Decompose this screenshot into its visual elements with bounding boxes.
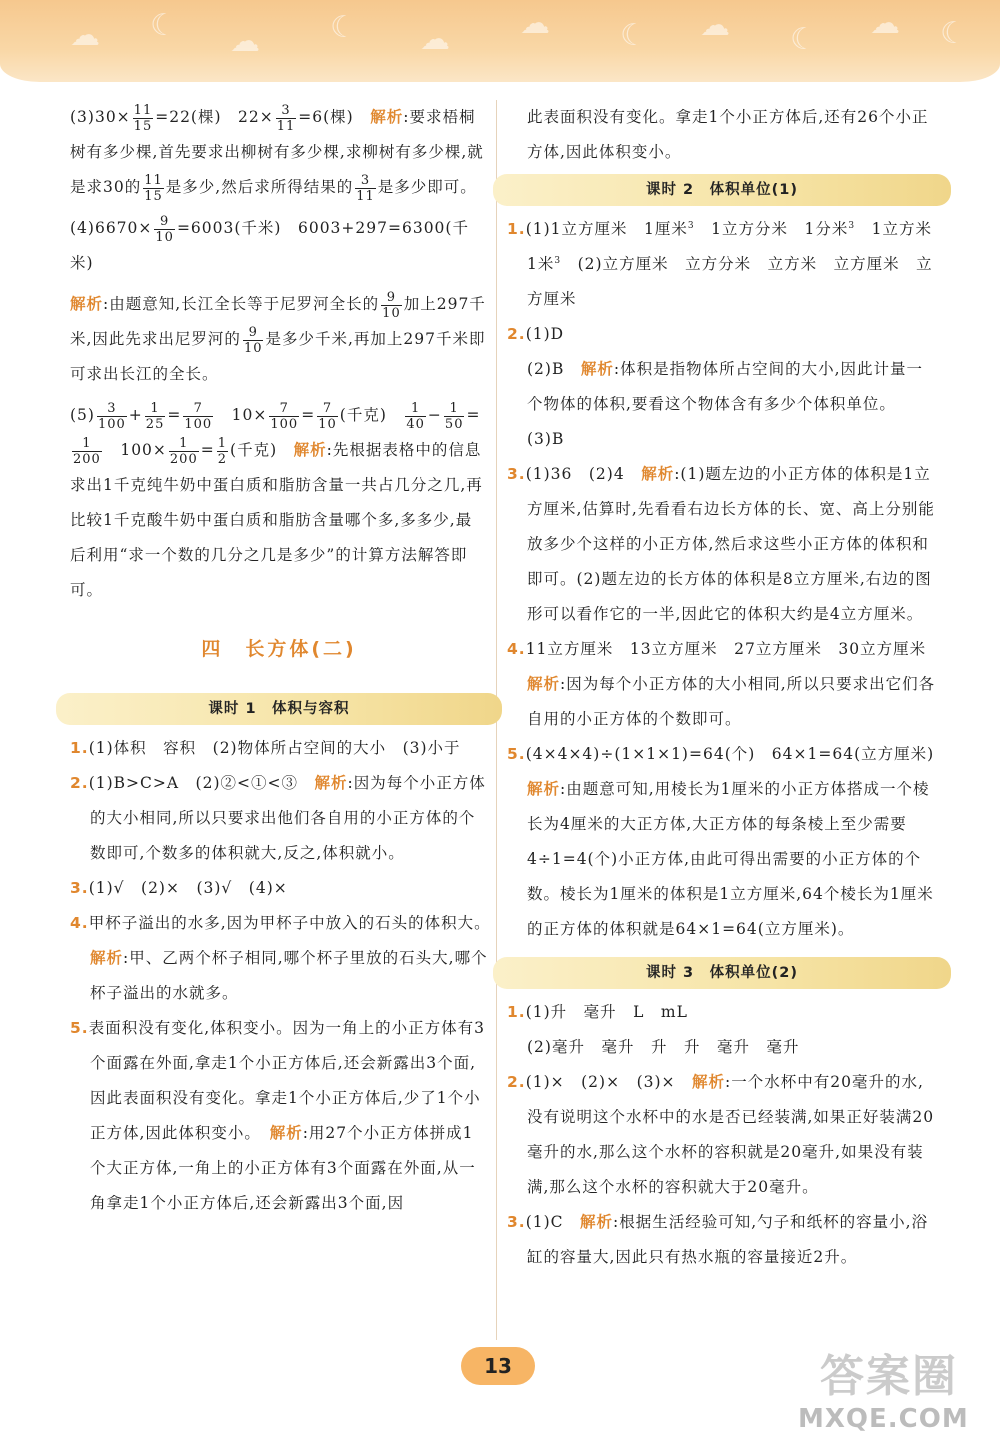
item-number: 2. <box>507 325 526 343</box>
text: =6003(千米) 6003+297=6300(千米) <box>70 219 469 272</box>
item-number: 2. <box>507 1073 526 1091</box>
item-number: 2. <box>70 774 89 792</box>
l3-item-1 <box>507 995 937 1030</box>
answer-text: (1)升 毫升 L mL <box>525 1003 688 1021</box>
answer-text: (1)D <box>525 325 565 343</box>
text: − <box>427 406 442 424</box>
item-number: 1. <box>507 220 526 238</box>
answer-q3 <box>70 100 488 205</box>
analysis-text: :由题意可知,用棱长为1厘米的小正方体搭成一个棱长为4厘米的大正方体,大正方体的每条棱上至少需要4÷1=4(个)小正方体,由此可得出需要的小正方体的个数。棱长为1厘米的体积是1立方厘米,64个棱长为1厘米的正方体的体积就是64×1=64(立方厘米)。 <box>527 780 934 938</box>
left-column <box>70 100 500 1221</box>
text: =22(棵) 22× <box>155 108 274 126</box>
fraction: $\frac{9}{10}$ <box>382 289 401 321</box>
fraction: $\frac{9}{10}$ <box>155 213 174 245</box>
fraction: $\frac{1}{2}$ <box>217 435 228 467</box>
analysis-text: :先根据表格中的信息求出1千克纯牛奶中蛋白质和脂肪含量一共占几分之几,再比较1千克酸牛奶中蛋白质和脂肪含量哪个多,多多少,最后利用“求一个数的几分之几是多少”的计算方法解答即可。 <box>70 441 483 599</box>
cloud-icon: ☁ <box>70 18 100 53</box>
lesson-heading-1: 课时 1 体积与容积 <box>56 693 502 725</box>
fraction: $\frac{7}{100}$ <box>184 400 213 432</box>
fraction: $\frac{3}{11}$ <box>356 172 375 204</box>
unit-title: 四 长方体(二) <box>201 638 357 660</box>
item-number: 3. <box>70 879 89 897</box>
cloud-icon: ☁ <box>230 24 260 59</box>
moon-icon: ☾ <box>330 10 357 45</box>
l1-item-3 <box>70 871 488 906</box>
l3-item-1b: (2)毫升 毫升 升 升 毫升 毫升 <box>527 1038 800 1056</box>
analysis-text: :甲、乙两个杯子相同,哪个杯子里放的石头大,哪个杯子溢出的水就多。 <box>90 949 488 1002</box>
fraction: $\frac{7}{10}$ <box>318 400 337 432</box>
superscript: 3 <box>687 220 695 231</box>
analysis-label: 解析 <box>580 360 614 378</box>
item-number: 1. <box>70 739 89 757</box>
analysis-text: :根据生活经验可知,勺子和纸杯的容量小,浴缸的容量大,因此只有热水瓶的容量接近2升。 <box>527 1213 929 1266</box>
fraction: $\frac{7}{100}$ <box>270 400 299 432</box>
answer-text: (1)1立方厘米 1厘米 <box>525 220 688 238</box>
text: (5) <box>70 406 95 424</box>
answer-text: (1)B>C>A (2)②<①<③ <box>88 774 315 792</box>
fraction: $\frac{1}{25}$ <box>145 400 165 432</box>
analysis-text: :用27个小正方体拼成1个大正方体,一角上的小正方体有3个面露在外面,从一角拿走1个小正方体后,还会新露出3个面,因 <box>90 1124 476 1212</box>
moon-icon: ☾ <box>150 8 177 43</box>
answer-text: (1)C <box>525 1213 581 1231</box>
right-column <box>507 100 951 1275</box>
moon-icon: ☾ <box>620 18 647 53</box>
cloud-icon: ☁ <box>420 22 450 57</box>
answer-text: 1立方米 1米 <box>527 220 949 273</box>
answer-q4-analysis <box>70 287 488 392</box>
item-number: 3. <box>507 1213 526 1231</box>
continued-text: 此表面积没有变化。拿走1个小正方体后,还有26个小正方体,因此体积变小。 <box>527 108 929 161</box>
fraction: $\frac{1}{200}$ <box>169 435 198 467</box>
l2-item-2 <box>507 317 937 352</box>
item-number: 4. <box>507 640 526 658</box>
text: + <box>128 406 143 424</box>
header-banner <box>0 0 1000 82</box>
answer-text: (2)B <box>527 360 581 378</box>
text: (千克) <box>339 406 404 424</box>
text: =6(棵) <box>298 108 371 126</box>
item-number: 3. <box>507 465 526 483</box>
superscript: 3 <box>554 255 562 266</box>
answer-q5 <box>70 398 488 608</box>
text: (3)30× <box>70 108 131 126</box>
cloud-icon: ☁ <box>520 6 550 41</box>
l1-item-5 <box>70 1011 488 1221</box>
text: (千克) <box>230 441 294 459</box>
l3-item-2 <box>507 1065 937 1205</box>
analysis-text: :(1)题左边的小正方体的体积是1立方厘米,估算时,先看看右边长方体的长、宽、高上分别能放多少个这样的小正方体,然后求这些小正方体的体积和即可。(2)题左边的长方体的体积是8立方厘米,右边的图形可以看作它的一半,因此它的体积大约是4立方厘米。 <box>527 465 935 623</box>
superscript: 3 <box>848 220 856 231</box>
fraction: $\frac{1}{200}$ <box>73 435 101 467</box>
answer-text: (1)体积 容积 (2)物体所占空间的大小 (3)小于 <box>88 739 461 757</box>
analysis-label: 解析 <box>70 295 104 313</box>
l2-item-2b <box>507 352 937 422</box>
analysis-label: 解析 <box>90 949 124 967</box>
page-number: 13 <box>461 1347 535 1385</box>
analysis-text: 是多少即可。 <box>377 178 477 196</box>
lesson-heading-3: 课时 3 体积单位(2) <box>493 957 951 989</box>
analysis-label: 解析 <box>314 774 348 792</box>
fraction: $\frac{1}{40}$ <box>406 400 425 432</box>
text: 100× <box>103 441 167 459</box>
text: = <box>466 406 481 424</box>
analysis-text: 加上297千米,因此先求出尼罗河的 <box>70 295 486 348</box>
l2-item-4 <box>507 632 937 667</box>
analysis-text: :由题意知,长江全长等于尼罗河全长的 <box>103 295 380 313</box>
answer-text: 甲杯子溢出的水多,因为甲杯子中放入的石头的体积大。 <box>88 914 500 932</box>
analysis-label: 解析 <box>580 1213 614 1231</box>
fraction: $\frac{3}{100}$ <box>97 400 126 432</box>
watermark-logo: 答案圈 <box>820 1351 958 1402</box>
answer-text: (2)立方厘米 立方分米 立方米 立方厘米 立方厘米 <box>527 255 933 308</box>
answer-text: (1)× (2)× (3)× <box>525 1073 693 1091</box>
item-number: 4. <box>70 914 89 932</box>
moon-icon: ☾ <box>940 16 967 51</box>
analysis-text: :一个水杯中有20毫升的水,没有说明这个水杯中的水是否已经装满,如果正好装满20毫升的水,那么这个水杯的容积就是20毫升,如果没有装满,那么这个水杯的容积就大于20毫升。 <box>527 1073 935 1196</box>
l2-item-4b <box>507 667 937 737</box>
answer-text: 表面积没有变化,体积变小。因为一角上的小正方体有3个面露在外面,拿走1个小正方体后,还会新露出3个面,因此表面积没有变化。拿走1个小正方体后,少了1个小正方体,因此体积变小。 <box>88 1019 485 1142</box>
answer-text: (4×4×4)÷(1×1×1)=64(个) 64×1=64(立方厘米) <box>525 745 951 763</box>
answer-text: 1立方分米 1分米 <box>694 220 849 238</box>
fraction: $\frac{1}{50}$ <box>444 400 464 432</box>
analysis-label: 解析 <box>293 441 327 459</box>
item-number: 5. <box>70 1019 89 1037</box>
analysis-label: 解析 <box>641 465 675 483</box>
analysis-text: :因为每个小正方体的大小相同,所以只要求出他们各自用的小正方体的个数即可,个数多的体积就大,反之,体积就小。 <box>90 774 486 862</box>
analysis-label: 解析 <box>269 1124 303 1142</box>
fraction: $\frac{11}{15}$ <box>133 102 153 134</box>
analysis-label: 解析 <box>692 1073 726 1091</box>
l1-item-2 <box>70 766 488 871</box>
analysis-label: 解析 <box>370 108 404 126</box>
l3-item-3 <box>507 1205 937 1275</box>
analysis-label: 解析 <box>527 675 561 693</box>
text: (4)6670× <box>70 219 153 237</box>
l2-item-2c: (3)B <box>527 430 565 448</box>
analysis-text: 是多少千米,再加上297千米即可求出长江的全长。 <box>70 330 486 383</box>
watermark-url: MXQE.COM <box>798 1404 969 1434</box>
analysis-text: :要求梧桐树有多少棵,首先要求出柳树有多少棵,求柳树有多少棵,就是求30的 <box>70 108 484 196</box>
moon-icon: ☾ <box>790 22 817 57</box>
fraction: $\frac{9}{10}$ <box>243 324 263 356</box>
item-number: 1. <box>507 1003 526 1021</box>
analysis-text: 是多少,然后求所得结果的 <box>165 178 354 196</box>
fraction: $\frac{3}{11}$ <box>276 102 296 134</box>
l2-item-1 <box>507 212 949 317</box>
answer-text: (1)36 (2)4 <box>525 465 642 483</box>
l2-item-3 <box>507 457 937 632</box>
text: = <box>301 406 316 424</box>
analysis-text: :因为每个小正方体的大小相同,所以只要求出它们各自用的小正方体的个数即可。 <box>527 675 936 728</box>
analysis-text: :体积是指物体所占空间的大小,因此计量一个物体的体积,要看这个物体含有多少个体积单位。 <box>527 360 924 413</box>
answer-text: (1)√ (2)× (3)√ (4)× <box>88 879 288 897</box>
text: = <box>200 441 215 459</box>
analysis-label: 解析 <box>527 780 561 798</box>
cloud-icon: ☁ <box>700 8 730 43</box>
answer-q4 <box>70 211 488 281</box>
lesson-heading-2: 课时 2 体积单位(1) <box>493 174 951 206</box>
cloud-icon: ☁ <box>870 6 900 41</box>
item-number: 5. <box>507 745 526 763</box>
l2-item-5 <box>507 737 951 947</box>
text: 10× <box>215 406 268 424</box>
answer-text: 11立方厘米 13立方厘米 27立方厘米 30立方厘米 <box>525 640 927 658</box>
text: = <box>167 406 182 424</box>
l1-item-4 <box>70 906 500 1011</box>
fraction: $\frac{11}{15}$ <box>144 172 163 204</box>
l1-item-1 <box>70 731 488 766</box>
